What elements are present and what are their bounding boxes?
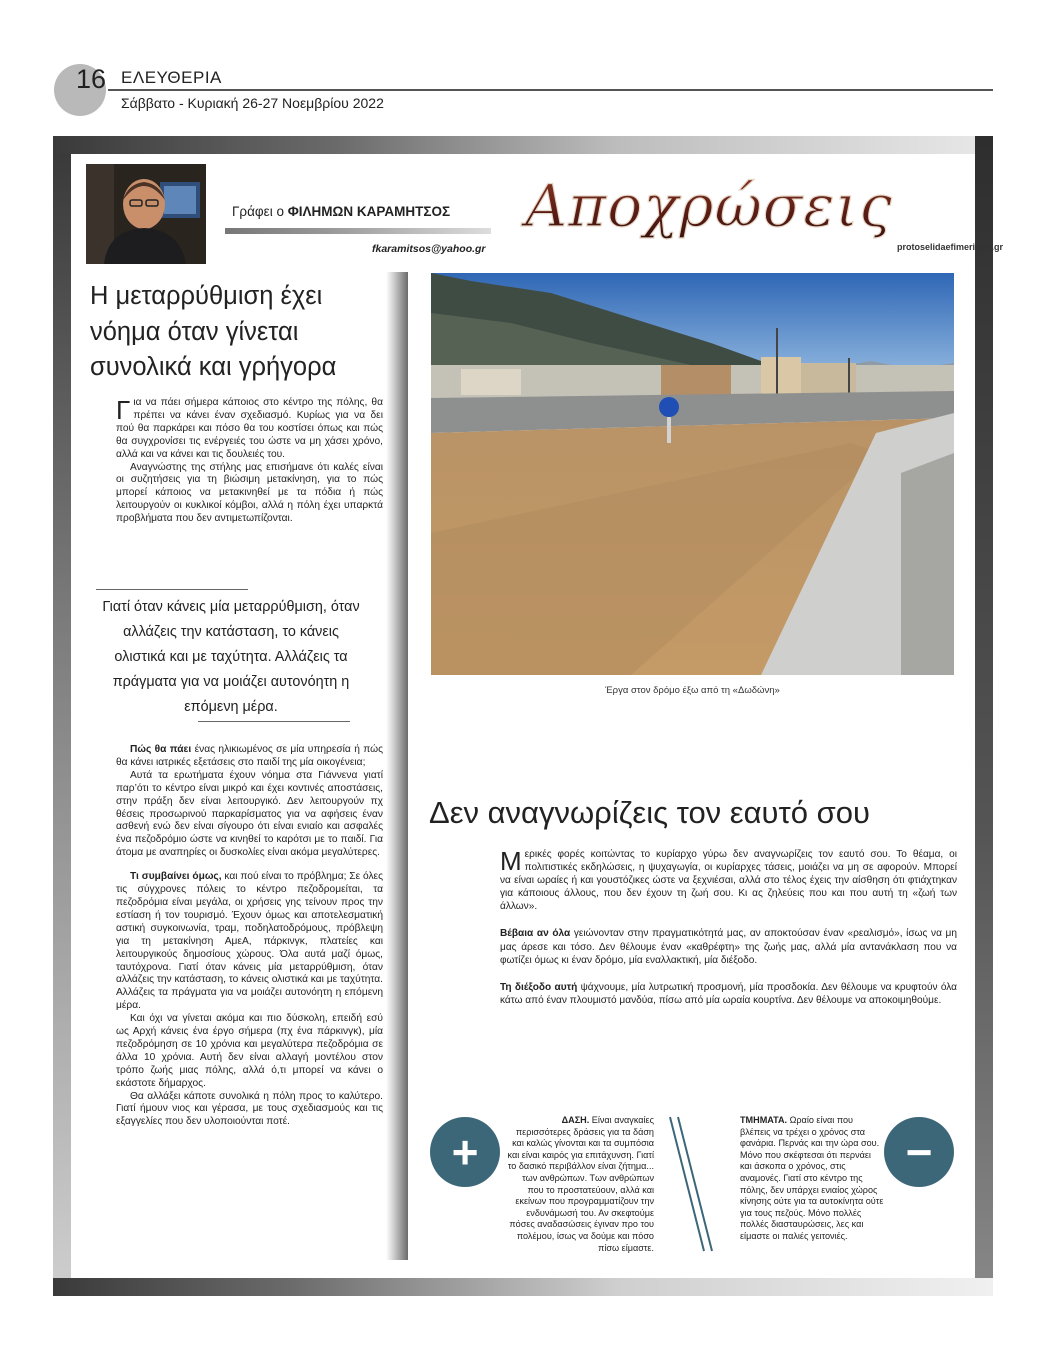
article2-dropcap: Μ xyxy=(500,846,522,876)
frame-left-bar xyxy=(53,154,71,1296)
minus-box-body: Ωραίο είναι που βλέπεις να τρέχει ο χρόνος στα φανάρια. Περνάς και την ώρα σου. Μόνο που σκέφτεσαι ότι περνάει και άσκοπα ο χρόνος, στις αναμονές. Γιατί στο κέντρο της πόλης, δεν υπάρχει ενιαίος χώρος κίνησης ούτε για τα αυτοκίνητα ούτε για τους πεζούς. Μόνο πολλές πολλές διασταυρώσεις, λες και είμαστε οι παλιές γειτονιές. xyxy=(740,1115,884,1241)
photo-caption: Έργα στον δρόμο έξω από τη «Δωδώνη» xyxy=(605,685,780,696)
plus-box-lead: ΔΑΣΗ. xyxy=(561,1115,590,1125)
frame-right-bar xyxy=(975,136,993,1296)
article1-intro-text: ια να πάει σήμερα κάποιος στο κέντρο της πόλης, θα πρέπει να κάνει έναν σχεδιασμό. Κυρίως για να δει πού θα παρκάρει και πόσο θα του κοστίσει όπως και πώς θα συγχρονίσει τις ενέργειές του ώστε να μη χάσει χρόνο, αλλά και να κάνει και τις δουλειές του. xyxy=(116,397,383,460)
frame-top-bar xyxy=(53,136,993,154)
article1-paragraph-4: Αυτά τα ερωτήματα έχουν νόημα στα Γιάννενα γιατί παρ’ότι το κέντρο είναι μικρό και έχει κοντινές αποστάσεις, στην πράξη δεν είναι λειτουργικό. Δεν λειτουργούν πχ θέσεις προσωρινού παρκαρίσματος για να αφήσεις έναν ασθενή ενώ δεν είναι σίγουρο ότι είναι ενιαίο και ασφαλές ένα πεζοδρόμιο ώστε να κινηθεί το καρότσι με το παιδί. Για άτομα με αναπηρίες οι δυσκολίες είναι ακόμα μεγαλύτερες. xyxy=(116,769,383,859)
pullquote-rule-bottom xyxy=(198,721,350,722)
article1-dropcap: Γ xyxy=(116,395,131,425)
article1-p5-text: και πού είναι το πρόβλημα; Σε όλες τις σύγχρονες πόλεις το κέντρο πεζοδρομείται, τα πεζοδρόμια είναι μεγάλα, οι χρήσεις γης τείνουν προς την εστίαση ή τον τουρισμό. Έχουν όμως και αποτελεσματική αστική συγκοινωνία, τραμ, ποδηλατοδρόμους, πρόβλεψη για τη μετακίνηση ΑμεΑ, πάρκινγκ, πλατείες και λειτουργικούς δημοσίους χώρους. Όλα αυτά μαζί όμως, ταυτόχρονα. Γιατί όταν κάνεις μία μεταρρύθμιση, όταν αλλάζεις την κατάσταση, το κάνεις ολιστικά και με ταχύτητα. Αλλάζεις τα πράγματα για να μοιάζει αυτονόητη η επόμενη μέρα. xyxy=(116,871,383,1012)
page-number: 16 xyxy=(76,64,107,94)
article1-intro xyxy=(116,397,383,526)
article2-p2-lead: Βέβαια αν όλα xyxy=(500,928,571,940)
article1-p3-lead: Πώς θα πάει xyxy=(130,744,192,755)
author-email: fkaramitsos@yahoo.gr xyxy=(372,243,486,255)
newspaper-name: ΕΛΕΥΘΕΡΙΑ xyxy=(121,68,222,87)
author-rule xyxy=(225,228,491,234)
article2-headline: Δεν αναγνωρίζεις τον εαυτό σου xyxy=(429,795,870,830)
article-photo xyxy=(431,273,954,675)
article1-p5-lead: Τι συμβαίνει όμως, xyxy=(130,871,222,883)
column-title: Αποχρώσεις xyxy=(525,172,893,240)
site-watermark: protoselidaefimeridon.gr xyxy=(897,242,1004,252)
minus-box-lead: ΤΜΗΜΑΤΑ. xyxy=(740,1115,788,1125)
pull-quote: Γιατί όταν κάνεις μία μεταρρύθμιση, όταν αλλάζεις την κατάσταση, το κάνεις ολιστικά και με ταχύτητα. Αλλάζεις τα πράγματα για να μοιάζει αυτονόητη η επόμενη μέρα. xyxy=(102,599,360,715)
author-prefix: Γράφει ο xyxy=(232,204,288,219)
plus-icon: + xyxy=(430,1117,500,1187)
author-photo xyxy=(86,164,206,264)
pullquote-rule-top xyxy=(96,589,248,590)
minus-icon: − xyxy=(884,1117,954,1187)
article1-p3-text: ένας ηλικιωμένος σε μία υπηρεσία ή πώς θα κάνει ιατρικές εξετάσεις στο παιδί της μία οικογένεια; xyxy=(116,744,383,768)
article1-paragraph-6: Και όχι να γίνεται ακόμα και πιο δύσκολη, επειδή εσύ ως Αρχή κάνεις ένα έργο σήμερα (πχ ένα πάρκινγκ), μία πεζοδρόμηση σε 10 χρόνια και μεγαλύτερα πεζοδρόμια σε άλλα 10 χρόνια. Αυτή δεν είναι αλλαγή μοντέλου στον τρόπο ζωής μιας πόλης, αλλά ό,τι μπορεί να κάνει ο εκάστοτε δήμαρχος. xyxy=(116,1013,383,1089)
author-name: ΦΙΛΗΜΩΝ ΚΑΡΑΜΗΤΣΟΣ xyxy=(287,204,451,219)
article1-paragraph-2: Αναγνώστης της στήλης μας επισήμανε ότι καλές είναι οι συζητήσεις για τη βιώσιμη μετακίνηση, για το πώς μπορεί κάποιος να μετακινηθεί με τα πόδια ή πώς λειτουργούν οι κυκλικοί κόμβοι, αλλά η πόλη έχει υπαρκτά προβλήματα που δεν αντιμετωπίζονται. xyxy=(116,461,383,525)
minus-box-text xyxy=(740,1115,885,1243)
article2-p3-text: ψάχνουμε, μία λυτρωτική προσμονή, μία προσδοκία. Δεν θέλουμε να κρυφτούν όλα κάτω από έναν πλουμιστό μανδύα, πίσω από μία ωραία κουρτίνα. Δεν θέλουμε να αποκοιμηθούμε. xyxy=(500,981,957,1006)
plus-box-text xyxy=(505,1115,654,1254)
frame-bottom-bar xyxy=(53,1278,993,1296)
column-title-logo xyxy=(508,162,910,254)
plus-box-body: Είναι αναγκαίες περισσότερες δράσεις για τα δάση και καλώς γίνονται και τα συμπόσια και είναι καιρός για επιτάχυνση. Γιατί το δασικό περιβάλλον είναι ζήτημα... των ανθρώπων. Των ανθρώπων που το προστατεύουν, αλλά και εκείνων που προγραμματίζουν την ενδυνάμωσή του. Αν σκεφτούμε πόσες αναδασώσεις έγιναν προ του πολέμου, ίσως να δούμε και πόσο πίσω είμαστε. xyxy=(507,1115,654,1253)
header-rule xyxy=(108,89,993,91)
issue-date: Σάββατο - Κυριακή 26-27 Νοεμβρίου 2022 xyxy=(121,95,384,111)
article2-p1-text: ερικές φορές κοιτώντας το κυρίαρχο γύρω δεν αναγνωρίζεις τον εαυτό σου. Το θέαμα, οι πολιτιστικές εκδηλώσεις, η ψυχαγωγία, οι κυρίαρχες τάσεις, μοιάζει να μη σε αφορούν. Μπορεί να είναι ωραίες ή και γουστόζικες ώστε να ξεχνιέσαι, αλλά στο τέλος έχεις την αίσθηση ότι φτιάχτηκαν για κάποιους άλλους, που δεν έχουν τη ζωή σου. Κι ας ζηλεύεις που και που αυτή τη «ζωή των άλλων». xyxy=(500,849,957,913)
article2-body xyxy=(500,848,957,1007)
article1-body xyxy=(116,744,383,1129)
author-byline xyxy=(232,204,450,219)
article2-p3-lead: Τη διέξοδο αυτή xyxy=(500,981,578,993)
article2-p2-text: γειώνονταν στην πραγματικότητά μας, αν αποκτούσαν έναν «ρεαλισμό», ίσως να μη μας άρεσε και τόσο. Δεν θέλουμε έναν «καθρέφτη» της ζωής μας, αλλά μία αντανάκλαση που να φωτίζει όμως κι έναν δρόμο, μία εναλλακτική, μία διέξοδο. xyxy=(500,928,957,966)
article1-headline: Η μεταρρύθμιση έχει νόημα όταν γίνεται συνολικά και γρήγορα xyxy=(90,282,337,381)
column-divider xyxy=(386,272,408,1260)
slash-divider xyxy=(662,1115,722,1255)
article1-paragraph-7: Θα αλλάξει κάποτε συνολικά η πόλη προς το καλύτερο. Γιατί ήμουν νιος και γέρασα, με τους σχεδιασμούς και τις εξαγγελίες που δεν υλοποιούνται ποτέ. xyxy=(116,1090,383,1128)
